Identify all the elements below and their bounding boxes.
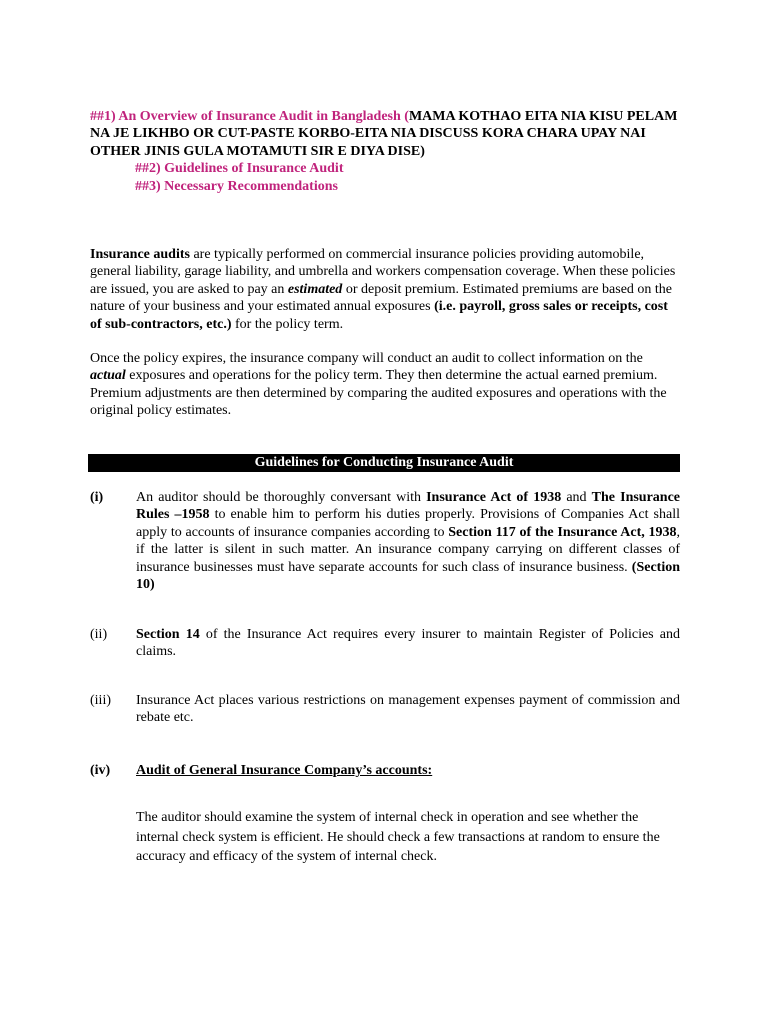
text-run: for the policy term. bbox=[231, 316, 344, 332]
text-run: are typically performed on commercial insurance policies providing automobile, general liability, garage liability, and umbrella and workers compensation coverage. When these policies are issued, you are asked to pay an bbox=[90, 247, 676, 297]
item-body bbox=[136, 489, 680, 593]
guideline-item-iv bbox=[90, 762, 680, 779]
guideline-item-ii bbox=[90, 626, 680, 661]
text-run: An auditor should be thoroughly conversant with bbox=[136, 490, 427, 505]
item-number: (iii) bbox=[90, 693, 111, 708]
internal-check-paragraph: The auditor should examine the system of internal check in operation and see whether the internal check system is efficient. He should check a few transactions at random to ensure the accuracy and efficacy of the system of internal check. bbox=[136, 810, 660, 864]
text-run: to enable him to perform his duties properly. Provisions of Companies Act shall apply to accounts of insurance companies according to bbox=[136, 507, 680, 540]
bold-term: (Section 10) bbox=[136, 559, 680, 593]
text-run: or deposit premium. Estimated premiums are based on the nature of your business and your estimated annual exposures bbox=[90, 281, 673, 315]
intro-paragraph-1 bbox=[90, 246, 680, 333]
item-body: Insurance Act places various restrictions on management expenses payment of commission and rebate etc. bbox=[136, 693, 680, 726]
heading-item-1: ##1) An Overview of Insurance Audit in Bangladesh ( bbox=[90, 109, 409, 124]
item-title bbox=[136, 762, 680, 779]
item-number: (i) bbox=[90, 490, 104, 505]
text-run: Once the policy expires, the insurance company will conduct an audit to collect information on the bbox=[90, 351, 643, 366]
text-run: exposures and operations for the policy term. They then determine the actual earned premium. Premium adjustments are then determined by comparing the audited exposures and operations with the original policy estimates. bbox=[90, 368, 667, 419]
section-banner: Guidelines for Conducting Insurance Audit bbox=[88, 454, 680, 472]
item-body bbox=[136, 626, 680, 661]
bold-term: (i.e. payroll, gross sales or receipts, cost of sub-contractors, etc.) bbox=[90, 299, 668, 332]
overview-heading bbox=[90, 108, 690, 195]
underlined-title: Audit of General Insurance Company’s accounts: bbox=[136, 763, 433, 778]
text-run: of the Insurance Act requires every insurer to maintain Register of Policies and claims. bbox=[136, 627, 680, 660]
bold-term: Section 14 bbox=[136, 627, 200, 642]
bold-term: Insurance audits bbox=[90, 247, 190, 262]
heading-note: MAMA KOTHAO EITA NIA KISU PELAM NA JE LIKHBO OR CUT-PASTE KORBO-EITA NIA DISCUSS KORA CHARA UPAY NAI OTHER JINIS GULA MOTAMUTI SIR E DIYA DISE) bbox=[90, 109, 678, 159]
text-run: and bbox=[561, 490, 592, 505]
intro-paragraph-2 bbox=[90, 350, 680, 420]
guideline-item-iii bbox=[90, 692, 680, 727]
bold-term: The Insurance Rules –1958 bbox=[136, 490, 681, 523]
item-number: (iv) bbox=[90, 763, 111, 778]
guideline-item-i bbox=[90, 489, 680, 593]
heading-item-3: ##3) Necessary Recommendations bbox=[135, 178, 338, 194]
bold-term: Section 117 of the Insurance Act, 1938 bbox=[448, 524, 677, 540]
text-run: , if the latter is silent in such matter. An insurance company carrying on different classes of insurance businesses must have separate accounts for such class of insurance business. bbox=[136, 524, 680, 575]
item-number: (ii) bbox=[90, 627, 108, 642]
heading-item-2: ##2) Guidelines of Insurance Audit bbox=[135, 161, 344, 177]
bold-italic-term: estimated bbox=[287, 281, 343, 297]
bold-term: Insurance Act of 1938 bbox=[426, 490, 562, 505]
bold-italic-term: actual bbox=[90, 368, 126, 384]
